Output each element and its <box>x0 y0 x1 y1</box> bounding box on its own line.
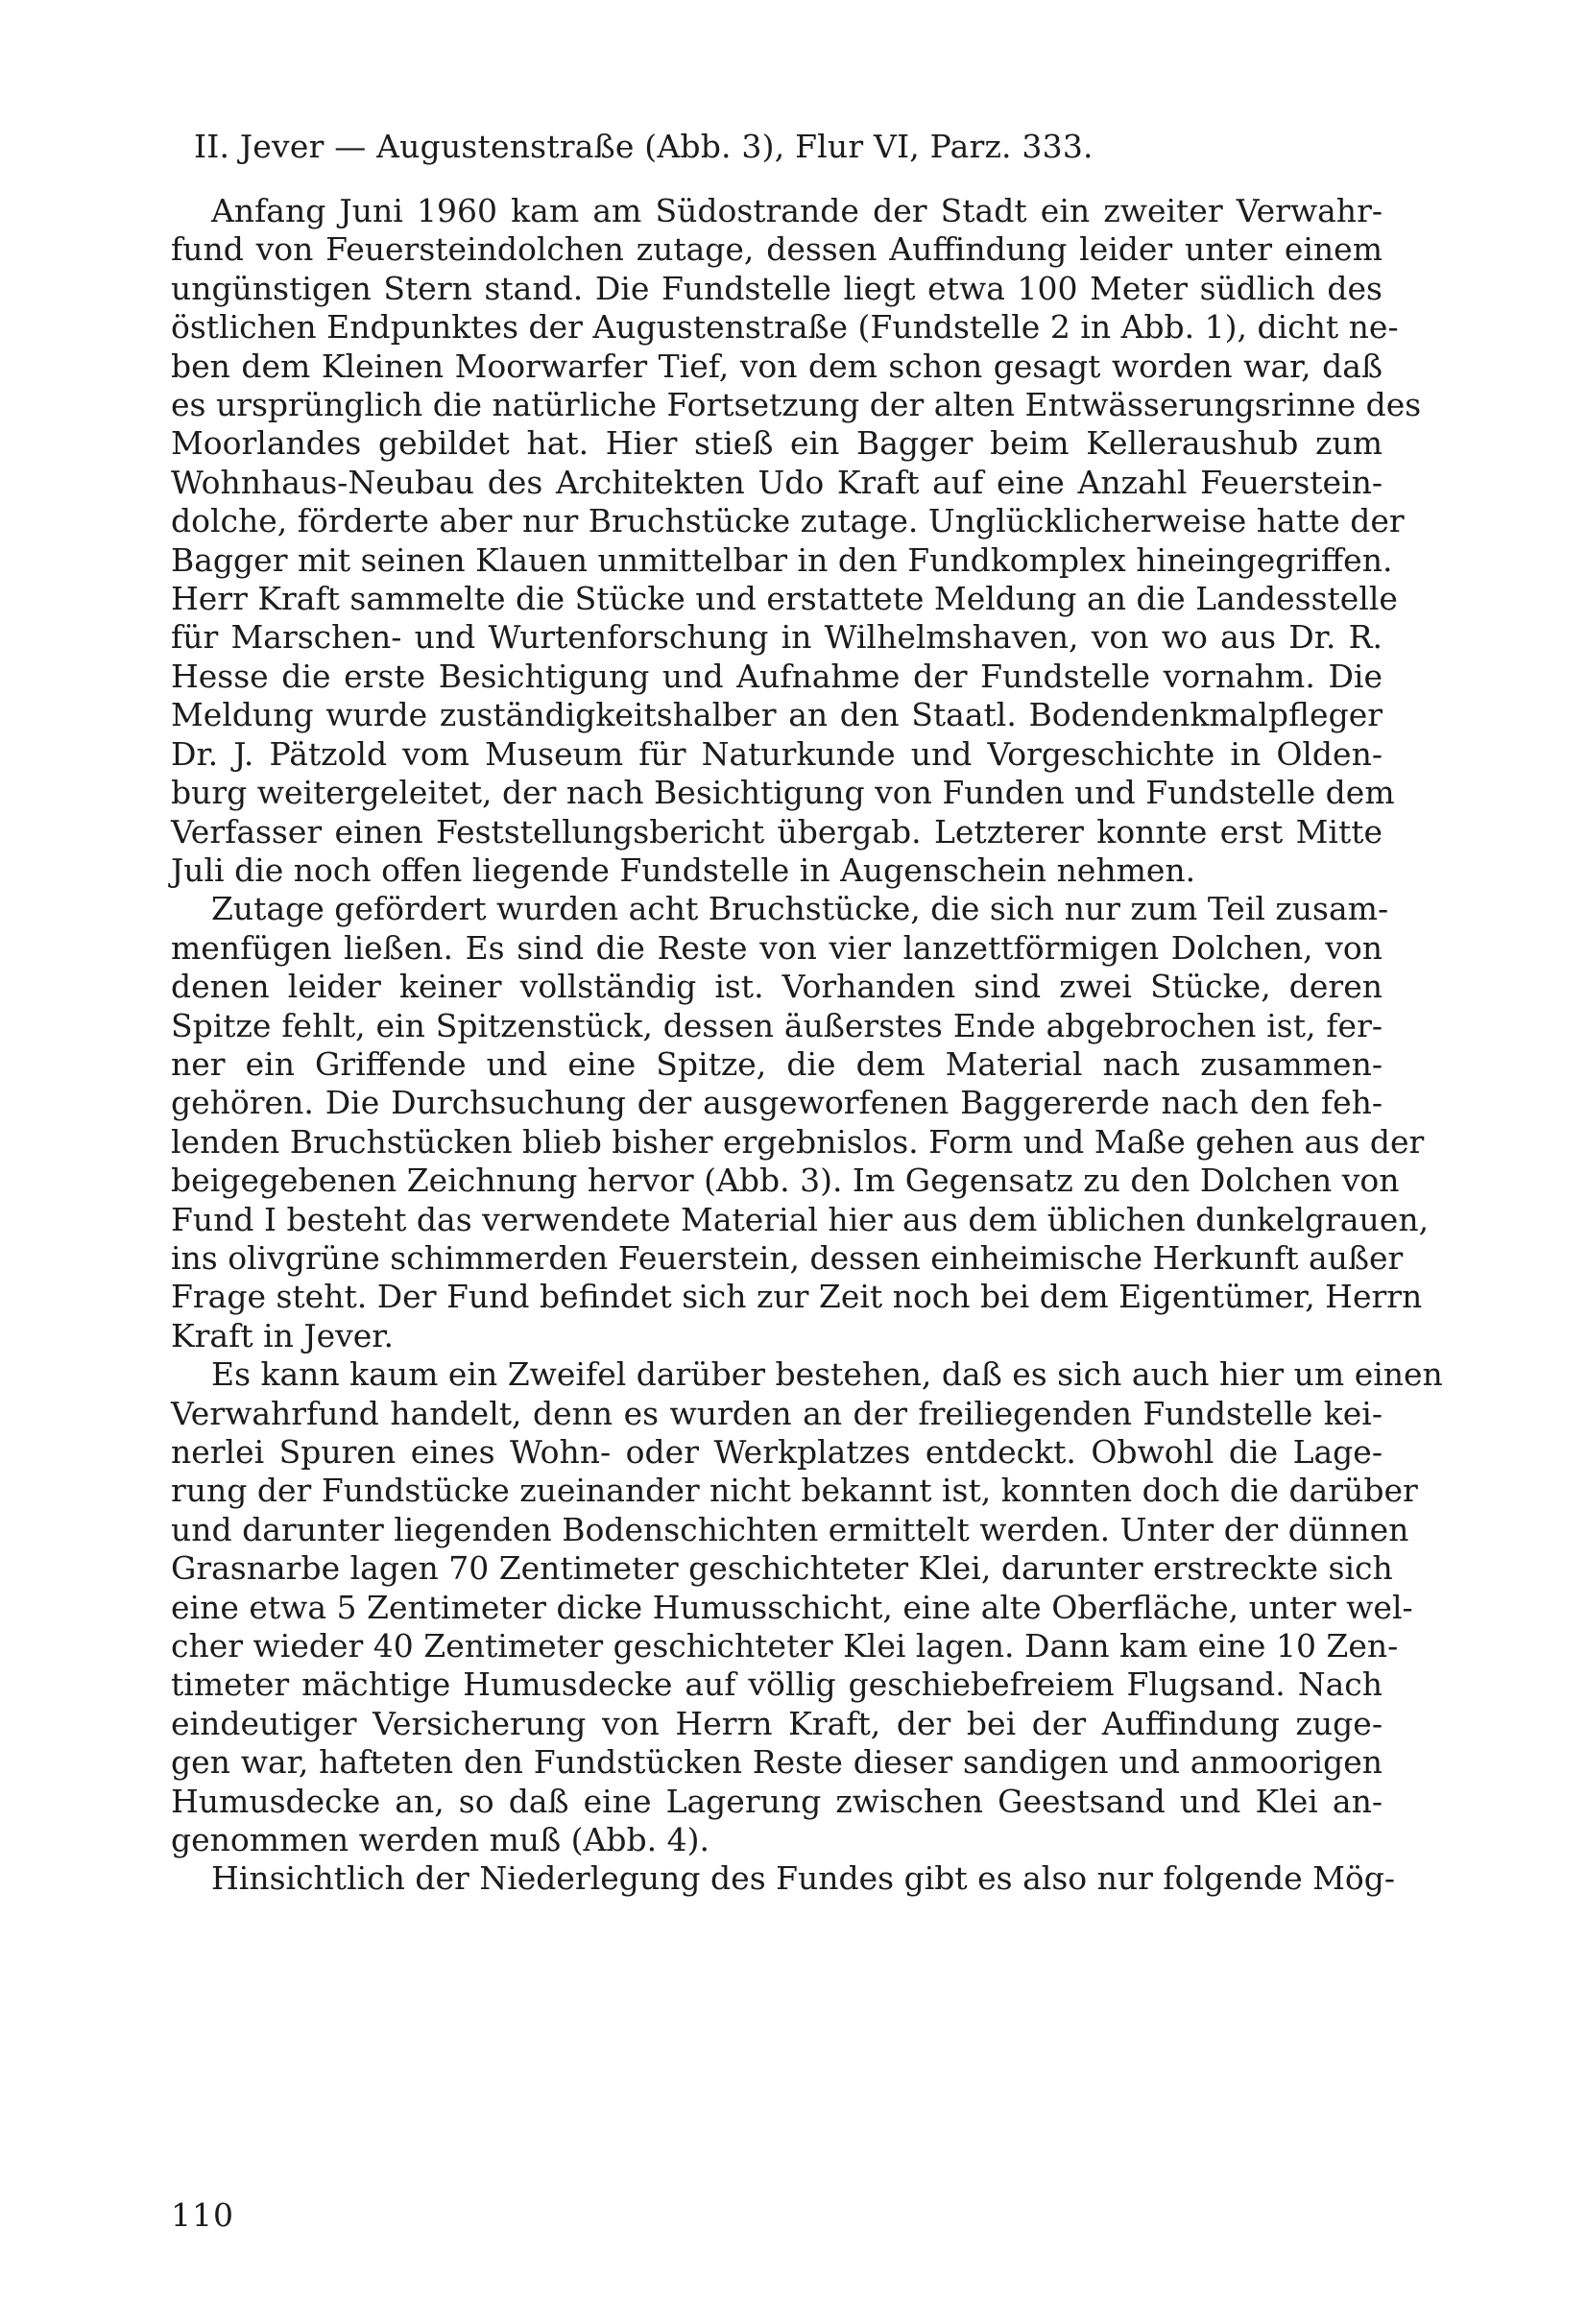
text-line: ins olivgrüne schimmerden Feuerstein, dessen einheimische Herkunft außer <box>171 1238 1404 1277</box>
text-line: Humusdecke an, so daß eine Lagerung zwischen Geestsand und Klei an- <box>171 1782 1383 1820</box>
text-line: für Marschen- und Wurtenforschung in Wilhelmshaven, von wo aus Dr. R. <box>171 618 1383 657</box>
text-line: Moorlandes gebildet hat. Hier stieß ein Bagger beim Kelleraushub zum <box>171 424 1383 463</box>
text-line: Grasnarbe lagen 70 Zentimeter geschichteter Klei, darunter erstreckte sich <box>171 1549 1393 1588</box>
text-line: dolche, förderte aber nur Bruchstücke zutage. Unglücklicherweise hatte der <box>171 502 1405 540</box>
text-line: ungünstigen Stern stand. Die Fundstelle liegt etwa 100 Meter südlich des <box>171 269 1383 307</box>
text-line: Kraft in Jever. <box>171 1316 394 1354</box>
text-line: gen war, hafteten den Fundstücken Reste dieser sandigen und anmoorigen <box>171 1743 1383 1782</box>
paragraph <box>171 890 1430 1355</box>
text-line: Hesse die erste Besichtigung und Aufnahme der Fundstelle vornahm. Die <box>171 657 1383 695</box>
text-line: Fund I besteht das verwendete Material hier aus dem üblichen dunkelgrauen, <box>171 1200 1430 1238</box>
text-line: Es kann kaum ein Zweifel darüber bestehen, daß es sich auch hier um einen <box>211 1355 1443 1394</box>
text-line: Wohnhaus-Neubau des Architekten Udo Kraft auf eine Anzahl Feuerstein- <box>171 463 1383 501</box>
text-line: beigegebenen Zeichnung hervor (Abb. 3). Im Gegensatz zu den Dolchen von <box>171 1162 1400 1200</box>
text-line: rung der Fundstücke zueinander nicht bekannt ist, konnten doch die darüber <box>171 1472 1418 1510</box>
page-body <box>171 127 1443 1899</box>
text-line: Frage steht. Der Fund befindet sich zur Zeit noch bei dem Eigentümer, Herrn <box>171 1278 1423 1316</box>
text-line: timeter mächtige Humusdecke auf völlig geschiebefreiem Flugsand. Nach <box>171 1665 1383 1704</box>
text-line: lenden Bruchstücken blieb bisher ergebnislos. Form und Maße gehen aus der <box>171 1122 1425 1161</box>
text-line: Dr. J. Pätzold vom Museum für Naturkunde und Vorgeschichte in Olden- <box>171 734 1383 773</box>
text-line: Spitze fehlt, ein Spitzenstück, dessen äußerstes Ende abgebrochen ist, fer- <box>171 1006 1383 1044</box>
text-line: fund von Feuersteindolchen zutage, dessen Auffindung leider unter einem <box>171 230 1383 269</box>
text-line: und darunter liegenden Bodenschichten ermittelt werden. Unter der dünnen <box>171 1510 1409 1548</box>
text-line: Meldung wurde zuständigkeitshalber an den Staatl. Bodendenkmalpfleger <box>171 696 1383 734</box>
text-line: menfügen ließen. Es sind die Reste von vier lanzettförmigen Dolchen, von <box>171 928 1383 967</box>
paragraph <box>171 1859 1396 1898</box>
paragraph <box>171 1355 1443 1859</box>
text-line: Anfang Juni 1960 kam am Südostrande der Stadt ein zweiter Verwahr- <box>211 192 1383 229</box>
text-line: nerlei Spuren eines Wohn- oder Werkplatzes entdeckt. Obwohl die Lage- <box>171 1433 1383 1471</box>
text-line: Zutage gefördert wurden acht Bruchstücke, die sich nur zum Teil zusam- <box>211 890 1389 928</box>
text-line: ner ein Griffende und eine Spitze, die dem Material nach zusammen- <box>171 1044 1383 1083</box>
text-line: Verwahrfund handelt, denn es wurden an der freiliegenden Fundstelle kei- <box>171 1394 1383 1432</box>
text-line: cher wieder 40 Zentimeter geschichteter Klei lagen. Dann kam eine 10 Zen- <box>171 1627 1399 1665</box>
text-line: eine etwa 5 Zentimeter dicke Humusschicht, eine alte Oberfläche, unter wel- <box>171 1588 1413 1626</box>
text-line: denen leider keiner vollständig ist. Vorhanden sind zwei Stücke, deren <box>171 968 1383 1006</box>
text-body <box>171 192 1443 1899</box>
text-line: Verfasser einen Feststellungsbericht übergab. Letzterer konnte erst Mitte <box>171 812 1383 851</box>
text-line: östlichen Endpunktes der Augustenstraße (Fundstelle 2 in Abb. 1), dicht ne- <box>171 308 1399 347</box>
text-line: eindeutiger Versicherung von Herrn Kraft, der bei der Auffindung zuge- <box>171 1704 1383 1742</box>
text-line: burg weitergeleitet, der nach Besichtigung von Funden und Fundstelle dem <box>171 774 1395 812</box>
page-number: 110 <box>171 2196 234 2234</box>
text-line: gehören. Die Durchsuchung der ausgeworfenen Baggererde nach den feh- <box>171 1084 1383 1122</box>
text-line: Juli die noch offen liegende Fundstelle in Augenschein nehmen. <box>171 851 1196 889</box>
text-line: Herr Kraft sammelte die Stücke und erstattete Meldung an die Landesstelle <box>171 580 1398 618</box>
section-heading: II. Jever — Augustenstraße (Abb. 3), Flur VI, Parz. 333. <box>194 128 1094 165</box>
text-line: es ursprünglich die natürliche Fortsetzung der alten Entwässerungsrinne des <box>171 386 1422 424</box>
text-line: ben dem Kleinen Moorwarfer Tief, von dem schon gesagt worden war, daß <box>171 347 1383 385</box>
text-line: Bagger mit seinen Klauen unmittelbar in den Fundkomplex hineingegriffen. <box>171 540 1393 579</box>
paragraph <box>171 192 1422 890</box>
text-line: genommen werden muß (Abb. 4). <box>171 1821 709 1859</box>
text-line: Hinsichtlich der Niederlegung des Fundes gibt es also nur folgende Mög- <box>211 1859 1396 1898</box>
